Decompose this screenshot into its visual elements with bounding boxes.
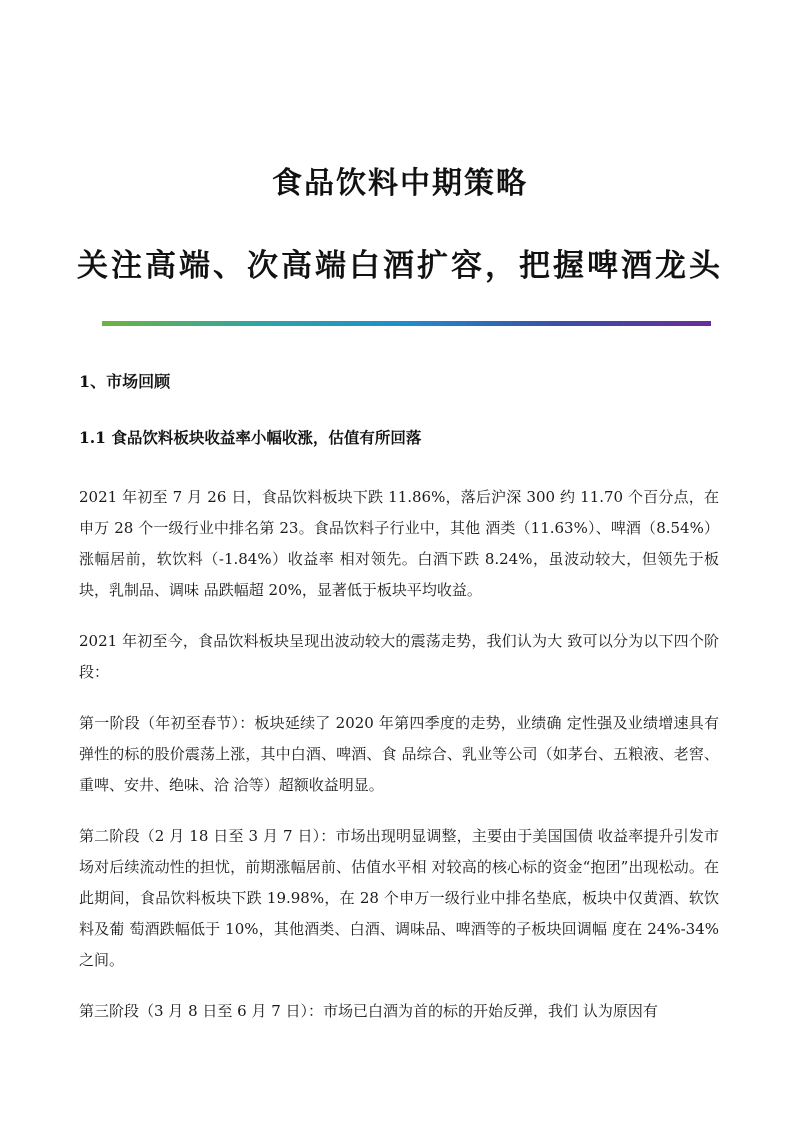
gradient-divider <box>102 321 711 326</box>
paragraph: 第一阶段（年初至春节）：板块延续了 2020 年第四季度的走势，业绩确 定性强及业绩增速具有弹性的标的股价震荡上涨，其中白酒、啤酒、食 品综合、乳业等公司（如茅台、五粮液、老窖、重啤、安井、绝味、洽 洽等）超额收益明显。 <box>79 714 719 794</box>
document-title: 食品饮料中期策略 <box>272 166 528 201</box>
document-body <box>79 370 719 1027</box>
document-subtitle: 关注高端、次高端白酒扩容，把握啤酒龙头 <box>77 248 723 284</box>
paragraph: 2021 年初至 7 月 26 日，食品饮料板块下跌 11.86%，落后沪深 300 约 11.70 个百分点，在申万 28 个一级行业中排名第 23。食品饮料子行业中，其他 酒类（11.63%）、啤酒（8.54%）涨幅居前，软饮料（-1.84%）收益率 相对领先。白酒下跌 8.24%，虽波动较大，但领先于板块，乳制品、调味 品跌幅超 20%，显著低于板块平均收益。 <box>79 488 719 599</box>
section-heading-market-review: 1、市场回顾 <box>79 372 171 391</box>
paragraph: 第二阶段（2 月 18 日至 3 月 7 日）：市场出现明显调整，主要由于美国国债 收益率提升引发市场对后续流动性的担忧，前期涨幅居前、估值水平相 对较高的核心标的资金“抱团”出现松动。在此期间，食品饮料板块下跌 19.98%，在 28 个申万一级行业中排名垫底，板块中仅黄酒、软饮料及葡 萄酒跌幅低于 10%，其他酒类、白酒、调味品、啤酒等的子板块回调幅 度在 24%-34%之间。 <box>79 827 719 969</box>
subsection-heading-returns: 1.1 食品饮料板块收益率小幅收涨，估值有所回落 <box>79 428 422 447</box>
paragraph: 2021 年初至今，食品饮料板块呈现出波动较大的震荡走势，我们认为大 致可以分为以下四个阶段： <box>79 632 719 681</box>
paragraph: 第三阶段（3 月 8 日至 6 月 7 日）：市场已白酒为首的标的开始反弹，我们 认为原因有 <box>79 1002 658 1020</box>
